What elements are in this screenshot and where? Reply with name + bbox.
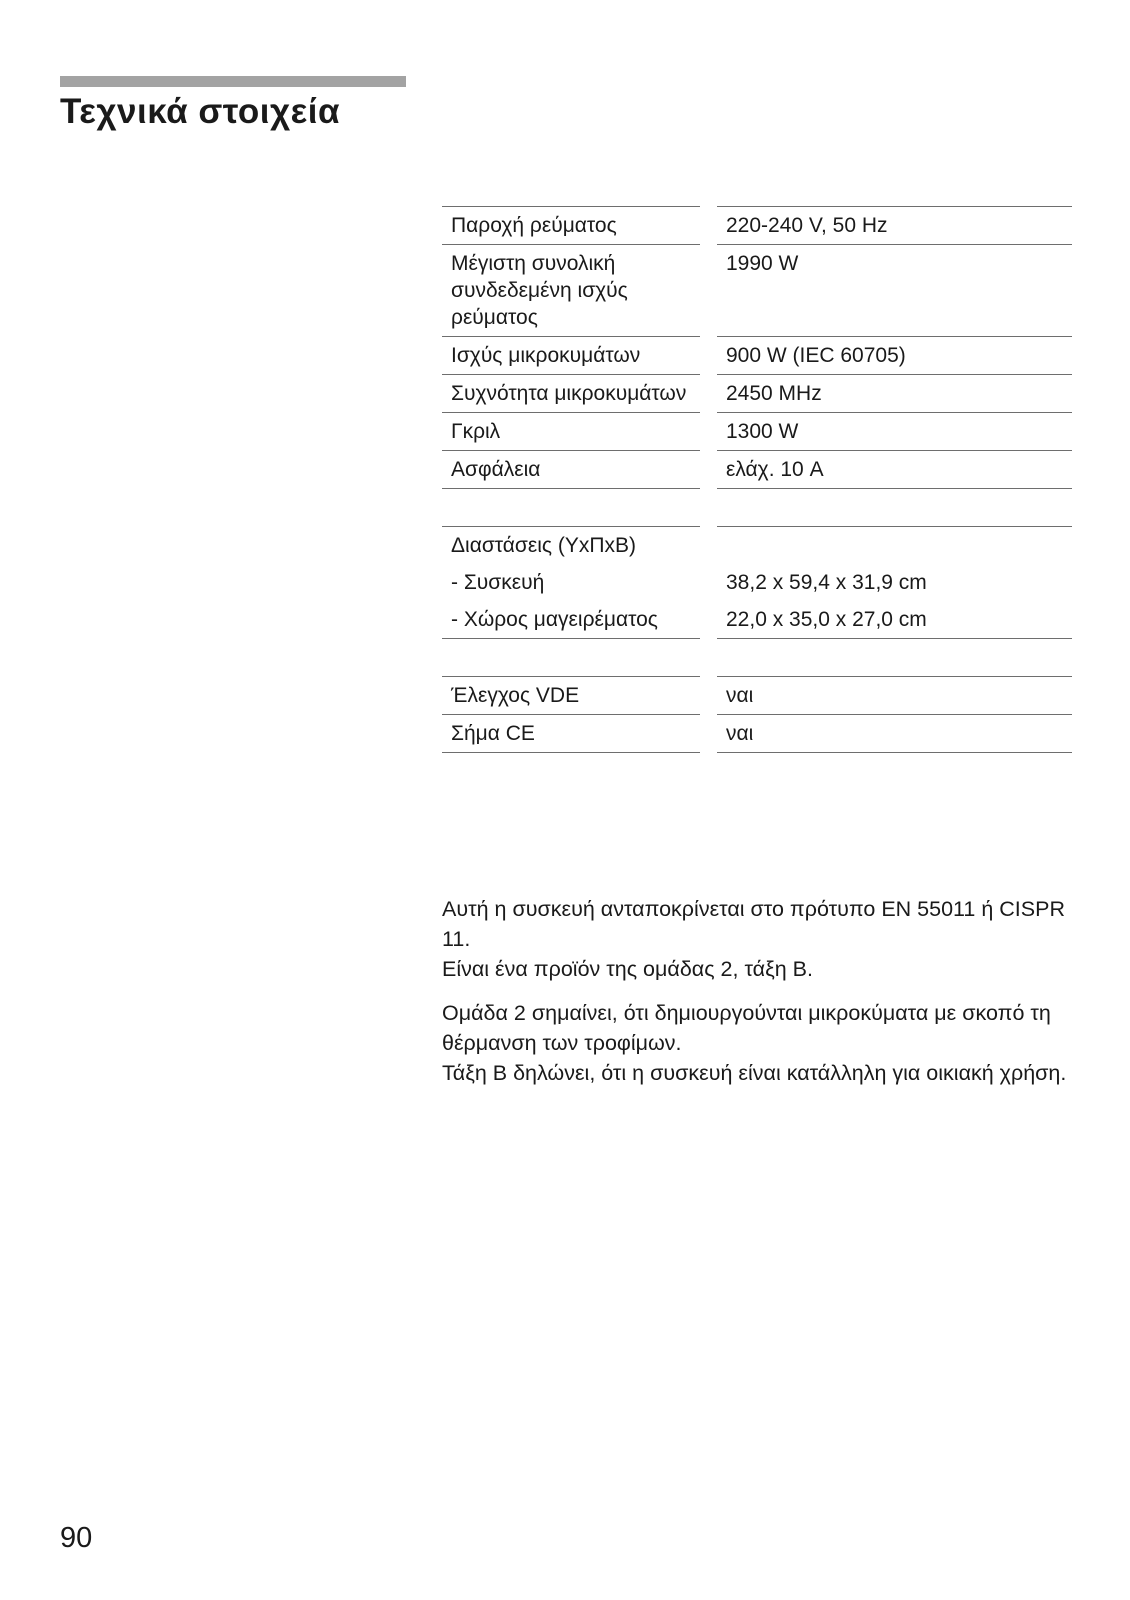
spec-label: Παροχή ρεύματος	[442, 206, 700, 245]
spec-row	[442, 451, 1072, 489]
spec-row	[442, 245, 1072, 337]
spec-row	[442, 527, 1072, 564]
title-rule	[60, 76, 406, 87]
note-paragraph: Είναι ένα προϊόν της ομάδας 2, τάξη B.	[442, 957, 813, 981]
spec-row-spacer	[442, 489, 1072, 527]
spec-label: - Συσκευή	[451, 571, 545, 594]
spec-row	[442, 413, 1072, 451]
spec-value	[717, 489, 1072, 527]
spec-label: Έλεγχος VDE	[442, 677, 700, 715]
spec-label: Μέγιστη συνολική συνδεδεμένη ισχύς ρεύματος	[442, 245, 700, 337]
spec-label: Διαστάσεις (ΥxΠxΒ)	[451, 534, 637, 557]
spec-value: 220-240 V, 50 Hz	[717, 206, 1072, 245]
spec-label	[442, 489, 700, 527]
note-paragraph: Αυτή η συσκευή ανταποκρίνεται στο πρότυπο EN 55011 ή CISPR 11.	[442, 897, 1065, 951]
note-paragraph: Ομάδα 2 σημαίνει, ότι δημιουργούνται μικροκύματα με σκοπό τη θέρμανση των τροφίμων.	[442, 1001, 1051, 1055]
spec-row	[442, 677, 1072, 715]
spec-value: 38,2 x 59,4 x 31,9 cm	[726, 571, 927, 594]
specs-table	[442, 206, 1072, 753]
spec-row	[442, 337, 1072, 375]
spec-value: ελάχ. 10 A	[717, 451, 1072, 489]
spec-row-spacer	[442, 639, 1072, 677]
spec-label: Γκριλ	[442, 413, 700, 451]
spec-label	[442, 639, 700, 677]
spec-value: 22,0 x 35,0 x 27,0 cm	[717, 601, 1072, 639]
spec-value	[717, 639, 1072, 677]
spec-label: Ισχύς μικροκυμάτων	[442, 337, 700, 375]
spec-value: 1990 W	[717, 245, 1072, 337]
spec-row	[442, 206, 1072, 245]
spec-row	[442, 601, 1072, 639]
page-title: Τεχνικά στοιχεία	[60, 92, 341, 131]
spec-value: 900 W (IEC 60705)	[717, 337, 1072, 375]
spec-label: Σήμα CE	[442, 715, 700, 753]
spec-value	[717, 527, 1072, 564]
spec-value: ναι	[717, 715, 1072, 753]
spec-value: 1300 W	[717, 413, 1072, 451]
spec-row	[442, 715, 1072, 753]
spec-row	[442, 564, 1072, 601]
page-number: 90	[60, 1522, 93, 1554]
spec-label: Συχνότητα μικροκυμάτων	[442, 375, 700, 413]
spec-label: - Χώρος μαγειρέματος	[442, 601, 700, 639]
spec-value: 2450 MHz	[717, 375, 1072, 413]
spec-row	[442, 375, 1072, 413]
compliance-notes	[442, 894, 1072, 1088]
spec-value: ναι	[717, 677, 1072, 715]
spec-label: Ασφάλεια	[442, 451, 700, 489]
note-paragraph: Τάξη B δηλώνει, ότι η συσκευή είναι κατάλληλη για οικιακή χρήση.	[442, 1061, 1067, 1085]
